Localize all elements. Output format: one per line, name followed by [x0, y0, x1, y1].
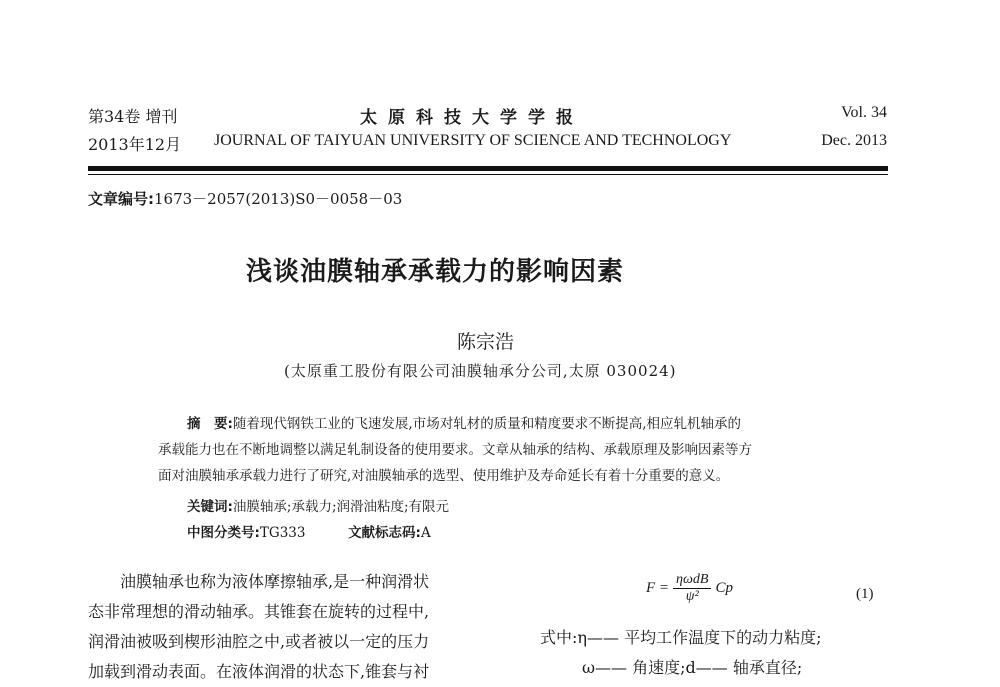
- header-volume-cn: 第34卷 增刊: [88, 107, 178, 126]
- abstract-text-1: 随着现代钢铁工业的飞速发展,市场对轧材的质量和精度要求不断提高,相应轧机轴承的: [232, 416, 741, 432]
- header-volume-en: Vol. 34: [841, 104, 887, 121]
- doc-code-value: A: [420, 525, 431, 541]
- formula-denominator: ψ²: [685, 589, 699, 604]
- body-line-2: 态非常理想的滑动轴承。其锥套在旋转的过程中,: [88, 602, 430, 621]
- formula-fraction: [673, 572, 711, 605]
- formula-lhs: F =: [646, 579, 670, 596]
- paper-title: 浅谈油膜轴承承载力的影响因素: [246, 257, 625, 287]
- abstract-line-3: 面对油膜轴承承载力进行了研究,对油膜轴承的选型、使用维护及寿命延长有着十分重要的意义。: [158, 468, 730, 484]
- keywords: [187, 495, 449, 515]
- abstract-label: 摘 要:: [187, 416, 233, 432]
- abstract-line-2: 承载能力也在不断地调整以满足轧制设备的使用要求。文章从轴承的结构、承载原理及影响因素等方: [158, 442, 752, 458]
- header-date-cn: 2013年12月: [88, 135, 182, 154]
- keywords-label: 关键词:: [187, 499, 233, 515]
- formula-tail: Cp: [715, 579, 733, 596]
- keywords-value: 油膜轴承;承载力;润滑油粘度;有限元: [232, 499, 450, 515]
- article-number-value: 1673－2057(2013)S0－0058－03: [154, 190, 403, 208]
- body-line-1: 油膜轴承也称为液体摩擦轴承,是一种润滑状: [120, 572, 430, 591]
- header-date-en: Dec. 2013: [821, 132, 887, 149]
- clc-label: 中图分类号:: [187, 525, 260, 541]
- equation-number: (1): [856, 586, 874, 602]
- article-number-label: 文章编号:: [88, 190, 154, 208]
- journal-title-en: JOURNAL OF TAIYUAN UNIVERSITY OF SCIENCE AND TECHNOLOGY: [214, 132, 732, 149]
- header-rule-thick: [88, 166, 888, 171]
- body-line-4: 加载到滑动表面。在液体润滑的状态下,锥套与衬: [88, 662, 430, 681]
- paper-affiliation: (太原重工股份有限公司油膜轴承分公司,太原 030024): [284, 362, 677, 380]
- journal-title-cn: 太原科技大学学报: [360, 108, 584, 128]
- formula-legend-2: ω—— 角速度;d—— 轴承直径;: [582, 658, 803, 677]
- article-number: [88, 188, 402, 209]
- body-line-3: 润滑油被吸到楔形油腔之中,或者被以一定的压力: [88, 632, 430, 651]
- doc-code-label: 文献标志码:: [348, 525, 421, 541]
- formula-numerator: ηωdB: [673, 572, 711, 589]
- formula-1: [646, 572, 733, 605]
- paper-author: 陈宗浩: [457, 331, 515, 353]
- formula-legend-1: 式中:η—— 平均工作温度下的动力粘度;: [540, 628, 822, 647]
- header-rule-thin: [88, 174, 888, 175]
- classification: [187, 521, 431, 541]
- abstract-line-1: [187, 413, 741, 436]
- clc-value: TG333: [259, 525, 306, 541]
